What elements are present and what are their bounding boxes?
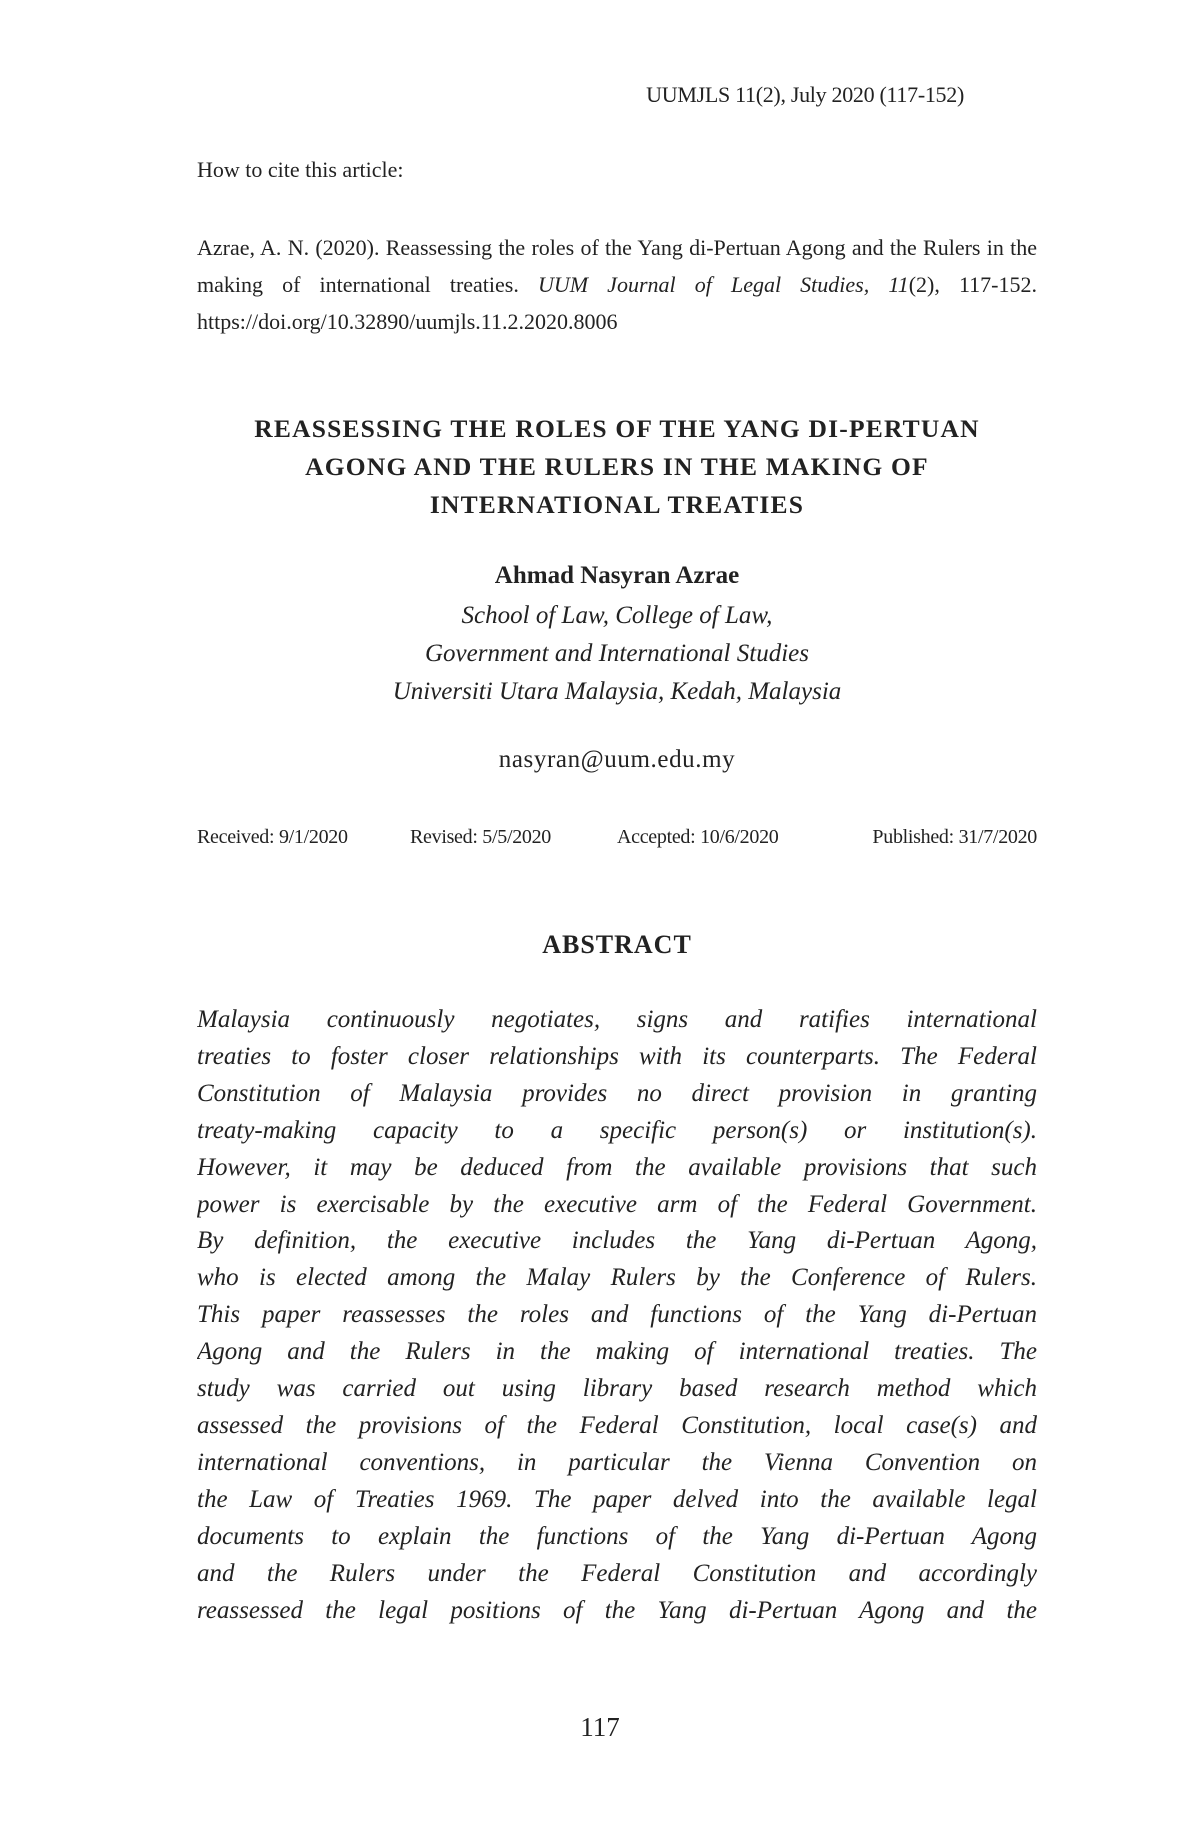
abstract-line: documents to explain the functions of the Yang di-Pertuan Agong [197,1522,1037,1550]
abstract-line: reassessed the legal positions of the Yang di-Pertuan Agong and the [197,1596,1037,1624]
title-line: INTERNATIONAL TREATIES [429,490,805,519]
affiliation-line: Universiti Utara Malaysia, Kedah, Malaysia [392,678,842,705]
abstract-heading: ABSTRACT [542,930,692,959]
date-revised: Revised: 5/5/2020 [410,826,552,848]
abstract-line: However, it may be deduced from the available provisions that such [197,1153,1037,1181]
abstract-line: who is elected among the Malay Rulers by the Conference of Rulers. [197,1264,1037,1292]
abstract-line: the Law of Treaties 1969. The paper delved into the available legal [197,1485,1037,1513]
abstract-line: treaties to foster closer relationships with its counterparts. The Federal [197,1042,1037,1070]
citation-block [197,229,1037,340]
abstract-line: international conventions, in particular the Vienna Convention on [197,1448,1037,1476]
abstract-body [197,1002,1037,1629]
page-number: 117 [580,1712,620,1742]
abstract-line: Malaysia continuously negotiates, signs and ratifies international [197,1006,1037,1033]
abstract-line: This paper reassesses the roles and functions of the Yang di-Pertuan [197,1301,1037,1329]
citation-text: Azrae, A. N. (2020). Reassessing the roles of the Yang di-Pertuan Agong and the Rulers in the making of international treaties. [197,235,1037,297]
date-accepted: Accepted: 10/6/2020 [617,826,779,848]
abstract-line: assessed the provisions of the Federal Constitution, local case(s) and [197,1411,1037,1439]
abstract-line: Constitution of Malaysia provides no direct provision in granting [197,1079,1037,1107]
date-received: Received: 9/1/2020 [197,826,348,848]
affiliation-line: Government and International Studies [425,640,809,667]
citation-doi: (2), 117-152. https://doi.org/10.32890/uumjls.11.2.2020.8006 [197,272,1037,334]
abstract-line: and the Rulers under the Federal Constitution and accordingly [197,1559,1037,1587]
abstract-line: By definition, the executive includes the Yang di-Pertuan Agong, [197,1227,1037,1255]
title-line: REASSESSING THE ROLES OF THE YANG DI-PERTUAN [254,414,980,443]
author-name: Ahmad Nasyran Azrae [494,562,740,589]
paper-title [197,410,1037,524]
citation-journal: UUM Journal of Legal Studies, 11 [537,272,909,297]
journal-reference: UUMJLS 11(2), July 2020 (117-152) [646,82,964,107]
cite-heading: How to cite this article: [197,157,404,182]
author-email[interactable]: nasyran@uum.edu.my [498,746,736,773]
abstract-line: treaty-making capacity to a specific person(s) or institution(s). [197,1116,1037,1144]
date-published: Published: 31/7/2020 [872,826,1037,848]
title-line: AGONG AND THE RULERS IN THE MAKING OF [305,452,929,481]
author-affiliation [197,597,1037,711]
affiliation-line: School of Law, College of Law, [461,602,773,629]
abstract-line: study was carried out using library based research method which [197,1375,1037,1403]
abstract-line: power is exercisable by the executive arm of the Federal Government. [197,1190,1037,1218]
abstract-line: Agong and the Rulers in the making of international treaties. The [197,1338,1037,1366]
